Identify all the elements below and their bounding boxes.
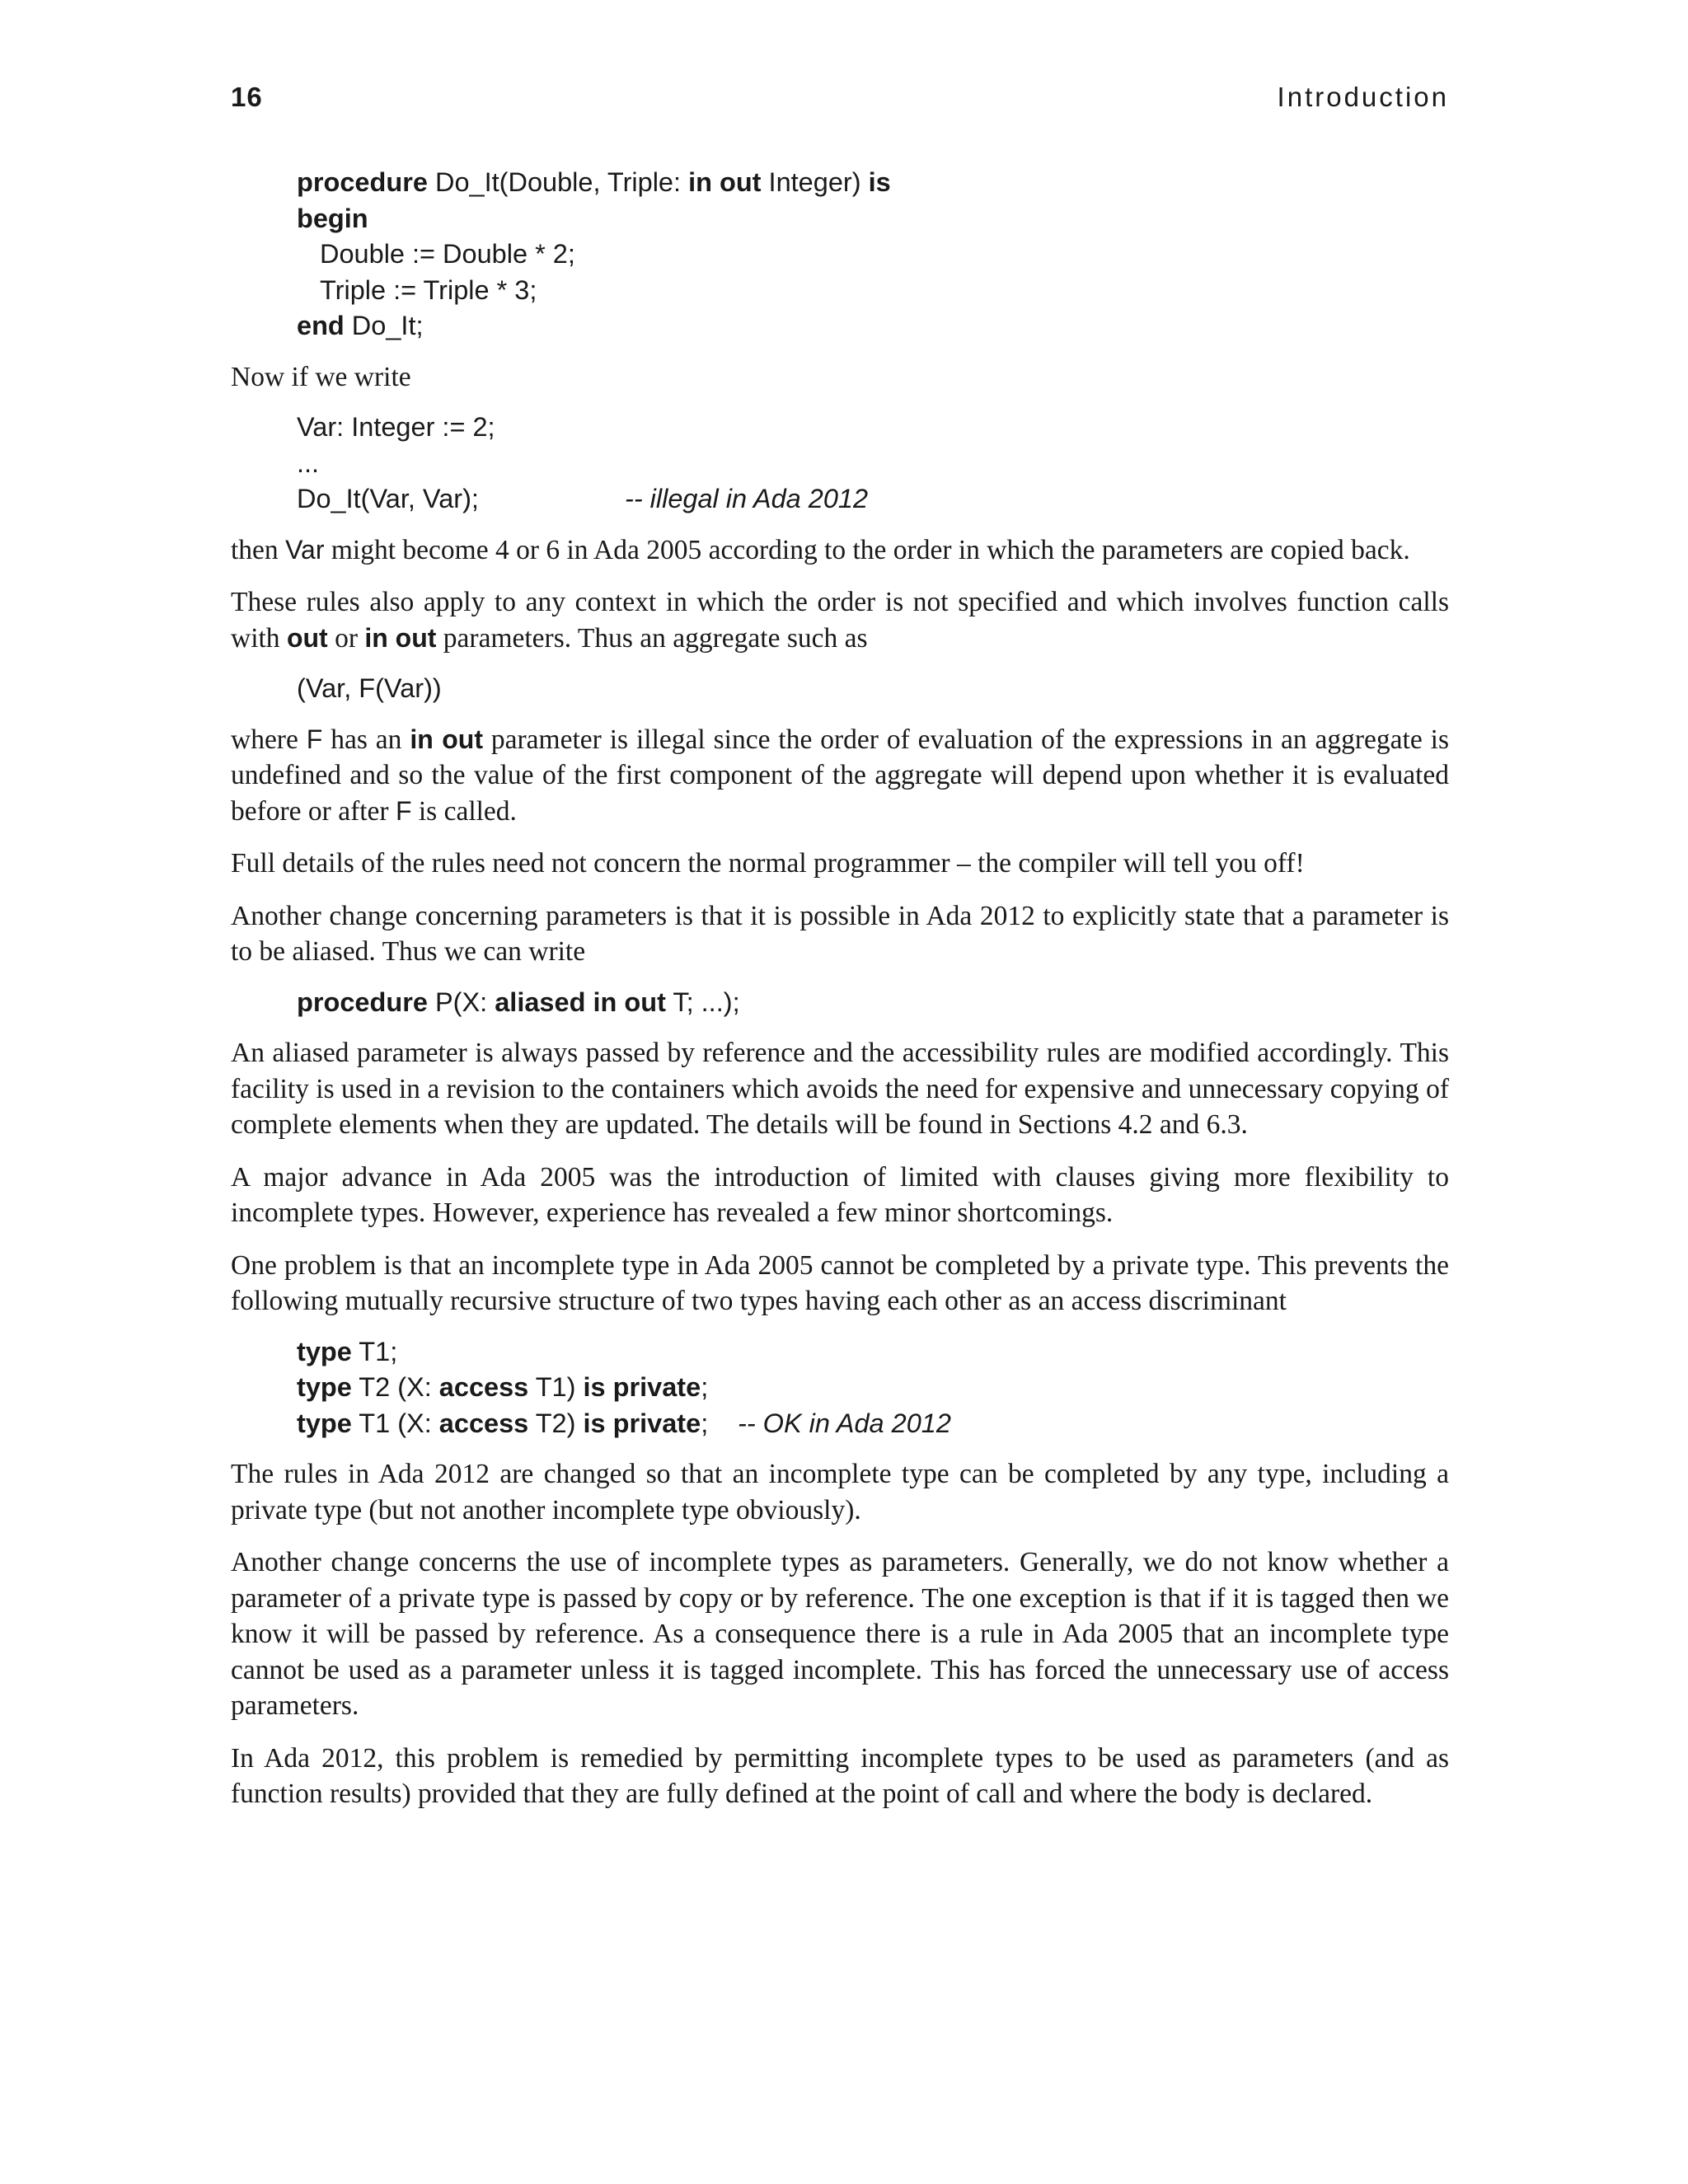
paragraph-where: where F has an in out parameter is illegal since the order of evaluation of the expressions in an aggregate is undefined and so the value of the first component of the aggregate will depend upon whether it is evaluated before or after F is called. [231, 724, 1449, 827]
code-block-aliased [297, 985, 1449, 1021]
code-text: Do_It(Double, Triple: [427, 167, 689, 197]
keyword: is private [583, 1408, 701, 1438]
code-text: ; [701, 1372, 709, 1402]
keyword: access [438, 1408, 529, 1438]
paragraph-another-concerns: Another change concerns the use of incomplete types as parameters. Generally, we do not know whether a parameter of a private type is passed by copy or by reference. The one exception is that if it is tagged then we know it will be passed by reference. As a consequence there is a rule in Ada 2005 that an incomplete type cannot be used as a parameter unless it is tagged incomplete. This has forced the unnecessary use of access parameters. [231, 1547, 1449, 1721]
keyword: is private [583, 1372, 701, 1402]
inline-code: F [306, 724, 323, 754]
code-text: Do_It(Var, Var); [297, 484, 479, 513]
code-line: Var: Integer := 2; [297, 412, 495, 442]
code-line [297, 308, 1449, 344]
keyword: in out [688, 167, 762, 197]
code-line [297, 1334, 1449, 1371]
code-text: T2) [528, 1408, 584, 1438]
keyword: is [868, 167, 891, 197]
keyword: aliased in out [495, 987, 666, 1017]
code-block-aggregate [297, 671, 1449, 707]
code-block-do-it [297, 165, 1449, 344]
paragraph-aliased: An aliased parameter is always passed by reference and the accessibility rules are modified accordingly. This facility is used in a revision to the containers which avoids the need for expensive and unnecessary copying of complete elements when they are updated. The details will be found in Sections 4.2 and 6.3. [231, 1038, 1449, 1140]
running-head [231, 79, 1449, 115]
paragraph-then: then Var might become 4 or 6 in Ada 2005 according to the order in which the parameters are copied back. [231, 534, 1410, 565]
code-text: Integer) [761, 167, 869, 197]
inline-code: Var [285, 534, 325, 565]
keyword: access [438, 1372, 529, 1402]
code-text: Do_It; [344, 311, 424, 340]
code-statement [297, 1406, 738, 1442]
code-line: begin [297, 203, 368, 233]
code-line: Double := Double * 2; [320, 239, 575, 269]
code-text: T1; [351, 1336, 398, 1366]
code-line [297, 481, 1449, 518]
code-text: T; ...); [665, 987, 740, 1017]
code-line: (Var, F(Var)) [297, 673, 442, 703]
paragraph-rules-changed: The rules in Ada 2012 are changed so that an incomplete type can be completed by any type, including a private type (but not another incomplete type obviously). [231, 1459, 1449, 1526]
page-content [231, 165, 1449, 1812]
code-line [297, 1406, 1449, 1442]
code-line [297, 1370, 1449, 1406]
paragraph-now: Now if we write [231, 361, 411, 392]
code-comment: -- OK in Ada 2012 [738, 1408, 951, 1438]
paragraph-another-change: Another change concerning parameters is that it is possible in Ada 2012 to explicitly state that a parameter is to be aliased. Thus we can write [231, 900, 1449, 967]
code-text: T2 (X: [351, 1372, 439, 1402]
code-text: P(X: [427, 987, 495, 1017]
inline-keyword: in out [410, 724, 483, 754]
inline-keyword: in out [364, 622, 437, 653]
code-line: ... [297, 448, 320, 478]
code-comment: -- illegal in Ada 2012 [625, 484, 869, 513]
inline-code: F [395, 795, 412, 826]
chapter-title: Introduction [1277, 82, 1449, 112]
page-number: 16 [231, 82, 263, 112]
keyword: end [297, 311, 345, 340]
keyword: type [297, 1336, 352, 1366]
paragraph-full-details: Full details of the rules need not concern the normal programmer – the compiler will tell you off! [231, 848, 1305, 879]
paragraph-one-problem: One problem is that an incomplete type in Ada 2005 cannot be completed by a private type. This prevents the following mutually recursive structure of two types having each other as an access discriminant [231, 1249, 1449, 1316]
code-text: T1 (X: [351, 1408, 439, 1438]
keyword: procedure [297, 987, 428, 1017]
code-block-types [297, 1334, 1449, 1442]
code-text: ; [701, 1408, 709, 1438]
code-line: Triple := Triple * 3; [320, 274, 537, 305]
code-line [297, 165, 1449, 201]
keyword: procedure [297, 167, 428, 197]
paragraph-major-advance: A major advance in Ada 2005 was the introduction of limited with clauses giving more flexibility to incomplete types. However, experience has revealed a few minor shortcomings. [231, 1161, 1449, 1228]
inline-keyword: out [286, 622, 328, 653]
paragraph-remedied: In Ada 2012, this problem is remedied by permitting incomplete types to be used as parameters (and as function results) provided that they are fully defined at the point of call and where the body is declared. [231, 1742, 1449, 1809]
book-page [231, 0, 1449, 2184]
code-block-var [297, 410, 1449, 518]
code-line [297, 985, 1449, 1021]
code-text: T1) [528, 1372, 584, 1402]
paragraph-rules: These rules also apply to any context in which the order is not specified and which involves function calls with out or in out parameters. Thus an aggregate such as [231, 587, 1449, 654]
keyword: type [297, 1372, 352, 1402]
keyword: type [297, 1408, 352, 1438]
